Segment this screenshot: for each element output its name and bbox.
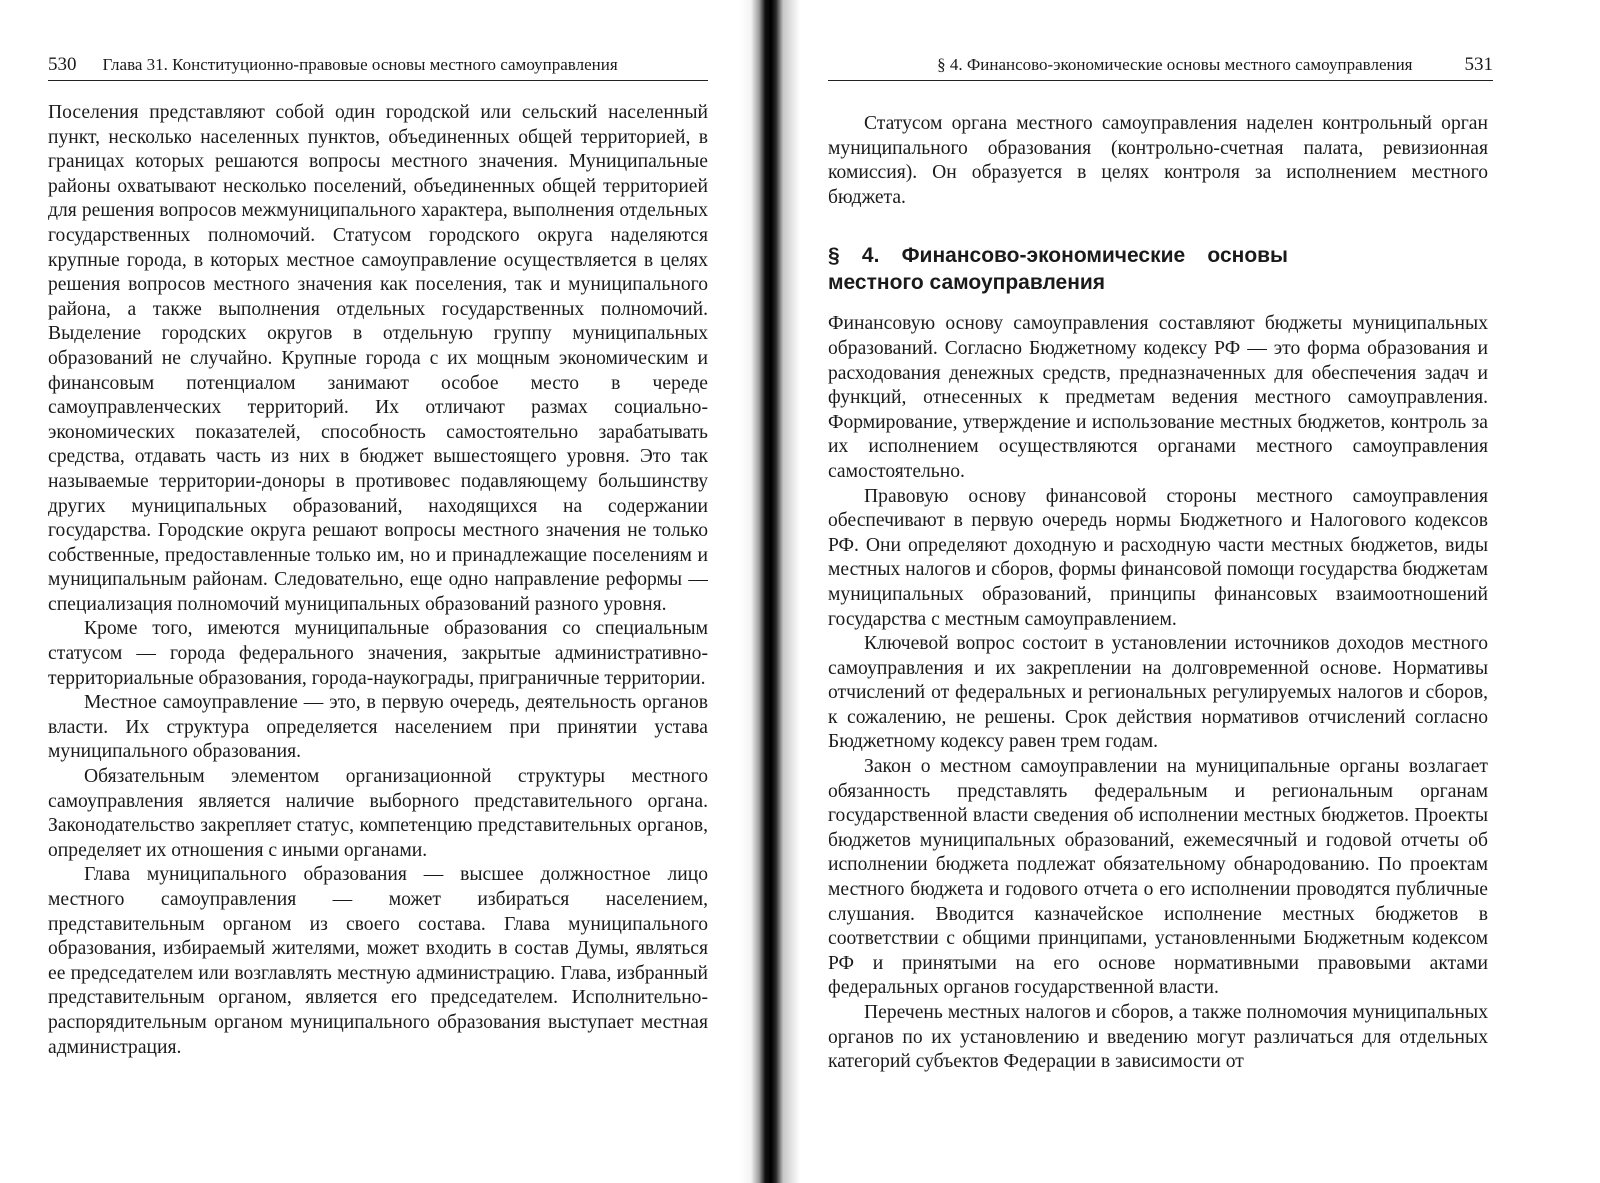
paragraph: Местное самоуправление — это, в первую очередь, деятельность органов власти. Их структура определяется населением при принятии устава муниципального образования. xyxy=(48,692,708,763)
paragraph: Кроме того, имеются муниципальные образования со специальным статусом — города федерального значения, закрытые административно-территориальные образования, города-наукограды, приграничные территории. xyxy=(48,618,708,689)
paragraph: Перечень местных налогов и сборов, а также полномочия муниципальных органов по их установлению и введению могут различаться для отдельных категорий субъектов Федерации в зависимости от xyxy=(828,1002,1488,1073)
page-number: 530 xyxy=(48,54,77,75)
right-page xyxy=(780,0,1600,1183)
paragraph: Финансовую основу самоуправления составляют бюджеты муниципальных образований. Согласно Бюджетному кодексу РФ — это форма образования и расходования денежных средств, предназначенных для обеспечения задач и функций, отнесенных к предметам ведения местного самоуправления. Формирование, утверждение и использование местных бюджетов, контроль за их исполнением осуществляются органами местного самоуправления самостоятельно. xyxy=(828,313,1488,482)
running-head-left xyxy=(48,54,708,81)
chapter-title: Глава 31. Конституционно-правовые основы местного самоуправления xyxy=(102,55,618,74)
body-text-right xyxy=(828,112,1488,1075)
paragraph: Поселения представляют собой один городской или сельский населенный пункт, несколько населенных пунктов, объединенных общей территорией, в границах которых решаются вопросы местного значения. Муниципальные районы охватывают несколько поселений, объединенных общей территорией для решения вопросов межмуниципального характера, выполнения отдельных государственных полномочий. Статусом городского округа наделяются крупные города, в которых местное самоуправление осуществляется в целях решения вопросов местного значения как поселения, так и муниципального района, а также выполнения отдельных государственных полномочий. Выделение городских округов в отдельную группу муниципальных образований не случайно. Крупные города с их мощным экономическим и финансовым потенциалом занимают особое место в череде самоуправленческих территорий. Их отличают размах социально-экономических показателей, способность самостоятельно зарабатывать средства, отдавать часть из них в бюджет вышестоящего уровня. Это так называемые территории-доноры в противовес подавляющему большинству других муниципальных образований, находящихся на содержании государства. Городские округа решают вопросы местного значения не только собственные, предоставленные только им, но и принадлежащие поселениям и муниципальным районам. Следовательно, еще одно направление реформы — специализация полномочий муниципальных образований разного уровня. xyxy=(48,102,708,615)
body-text-left xyxy=(48,101,708,1060)
page-number: 531 xyxy=(1464,54,1493,75)
paragraph: Статусом органа местного самоуправления наделен контрольный орган муниципального образования (контрольно-счетная палата, ревизионная комиссия). Он образуется в целях контроля за исполнением местного бюджета. xyxy=(828,113,1488,208)
section-heading: § 4. Финансово-экономические основы местного самоуправления xyxy=(828,244,1288,295)
left-page xyxy=(0,0,760,1183)
paragraph: Обязательным элементом организационной структуры местного самоуправления является наличие выборного представительного органа. Законодательство закрепляет статус, компетенцию представительных органов, определяет их отношения с иными органами. xyxy=(48,766,708,861)
paragraph: Закон о местном самоуправлении на муниципальные органы возлагает обязанность представлять федеральным и региональным органам государственной власти сведения об исполнении местных бюджетов. Проекты бюджетов муниципальных образований, ежемесячный и годовой отчеты об исполнении бюджета подлежат обязательному обнародованию. По проектам местного бюджета и годового отчета о его исполнении проводятся публичные слушания. Вводится казначейское исполнение местных бюджетов в соответствии с общими принципами, установленными Бюджетным кодексом РФ и принятыми на его основе нормативными правовыми актами федеральных органов государственной власти. xyxy=(828,756,1488,999)
paragraph: Ключевой вопрос состоит в установлении источников доходов местного самоуправления и их закреплении на долговременной основе. Нормативы отчислений от федеральных и региональных регулируемых налогов и сборов, к сожалению, не решены. Срок действия нормативов отчислений согласно Бюджетному кодексу равен трем годам. xyxy=(828,633,1488,753)
paragraph: Правовую основу финансовой стороны местного самоуправления обеспечивают в первую очередь нормы Бюджетного и Налогового кодексов РФ. Они определяют доходную и расходную части местных бюджетов, виды местных налогов и сборов, формы финансовой помощи государства бюджетам муниципальных образований, принципы финансовых взаимоотношений государства с местным самоуправлением. xyxy=(828,485,1488,630)
section-running-title: § 4. Финансово-экономические основы местного самоуправления xyxy=(937,55,1413,74)
paragraph: Глава муниципального образования — высшее должностное лицо местного самоуправления — может избираться населением, представительным органом из своего состава. Глава муниципального образования, избираемый жителями, может входить в состав Думы, являться ее председателем или возглавлять местную администрацию. Глава, избранный представительным органом, является его председателем. Исполнительно-распорядительным органом муниципального образования выступает местная администрация. xyxy=(48,864,708,1058)
running-head-right xyxy=(828,54,1493,81)
